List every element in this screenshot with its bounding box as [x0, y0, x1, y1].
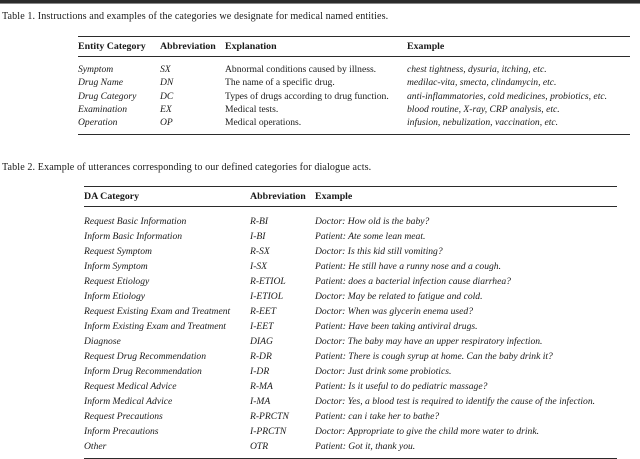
table-1-col-explanation: Explanation: [225, 37, 407, 57]
table-1-header-row: [78, 37, 630, 57]
cell-example: Doctor: Appropriate to give the child more water to drink.: [315, 426, 540, 437]
cell-explanation: Abnormal conditions caused by illness.: [225, 64, 377, 75]
cell-abbreviation: SX: [160, 64, 171, 75]
cell-category: Drug Name: [78, 77, 124, 89]
cell-category: Inform Precautions: [84, 426, 159, 437]
table-row: [84, 320, 617, 335]
table-1-grid: [78, 36, 630, 135]
cell-category: Request Medical Advice: [84, 381, 177, 392]
cell-example: medilac-vita, smecta, clindamycin, etc.: [407, 77, 557, 89]
cell-category: Request Precautions: [84, 411, 163, 422]
cell-category: Operation: [78, 117, 160, 134]
cell-example: Patient: He still have a runny nose and a cough.: [315, 261, 501, 272]
table-1: [78, 36, 630, 135]
cell-abbreviation: I-SX: [250, 261, 268, 272]
table-row: [84, 335, 617, 350]
cell-abbreviation: DN: [160, 77, 174, 89]
table-1-caption: Table 1. Instructions and examples of the categories we designate for medical named entities.: [2, 11, 389, 22]
table-row: [84, 395, 617, 410]
table-1-header: [78, 37, 630, 57]
cell-category: Inform Drug Recommendation: [84, 366, 202, 377]
cell-abbreviation: DC: [160, 90, 174, 102]
cell-abbreviation: DIAG: [250, 336, 273, 347]
cell-abbreviation: EX: [160, 103, 172, 115]
cell-category: Examination: [78, 103, 128, 115]
cell-example: chest tightness, dysuria, itching, etc.: [407, 64, 547, 75]
cell-category: Inform Existing Exam and Treatment: [84, 321, 226, 332]
cell-example: Patient: Got it, thank you.: [315, 440, 617, 459]
cell-explanation: Types of drugs according to drug function.: [225, 90, 389, 102]
table-row: [84, 290, 617, 305]
cell-example: anti-inflammatories, cold medicines, probiotics, etc.: [407, 90, 608, 102]
cell-category: Inform Symptom: [84, 261, 148, 272]
table-1-col-abbreviation: Abbreviation: [160, 37, 225, 57]
cell-category: Inform Etiology: [84, 291, 146, 302]
cell-abbreviation: OP: [160, 117, 225, 134]
cell-example: Doctor: Just drink some probiotics.: [315, 366, 452, 377]
table-1-col-example: Example: [407, 37, 630, 57]
cell-category: Request Basic Information: [84, 216, 187, 227]
table-row: [78, 77, 630, 90]
table-row: [78, 57, 630, 78]
cell-example: Patient: Have been taking antiviral drugs.: [315, 321, 478, 332]
table-row: [78, 104, 630, 117]
table-row: [78, 117, 630, 134]
cell-example: infusion, nebulization, vaccination, etc.: [407, 117, 630, 134]
cell-category: Diagnose: [84, 336, 121, 347]
cell-category: Drug Category: [78, 90, 137, 102]
cell-category: Inform Basic Information: [84, 231, 183, 242]
table-2-header-row: [84, 187, 617, 207]
cell-example: Patient: does a bacterial infection cause diarrhea?: [315, 276, 511, 287]
cell-abbreviation: R-ETIOL: [250, 276, 286, 287]
cell-abbreviation: I-DR: [250, 366, 270, 377]
cell-abbreviation: R-BI: [250, 216, 269, 227]
cell-example: blood routine, X-ray, CRP analysis, etc.: [407, 103, 560, 115]
cell-abbreviation: I-EET: [250, 321, 274, 332]
cell-example: Doctor: May be related to fatigue and cold.: [315, 291, 483, 302]
table-1-col-entity-category: Entity Category: [78, 37, 160, 57]
table-row: [84, 207, 617, 231]
cell-example: Patient: Ate some lean meat.: [315, 231, 426, 242]
table-2-col-abbreviation: Abbreviation: [250, 187, 315, 207]
table-2: [84, 186, 617, 459]
table-row: [84, 275, 617, 290]
table-row: [84, 260, 617, 275]
cell-abbreviation: R-MA: [250, 381, 273, 392]
table-row: [84, 380, 617, 395]
cell-example: Doctor: Is this kid still vomiting?: [315, 246, 443, 257]
table-row: [78, 91, 630, 104]
table-row: [84, 425, 617, 440]
table-row: [84, 305, 617, 320]
cell-abbreviation: R-SX: [250, 246, 270, 257]
table-2-header: [84, 187, 617, 207]
cell-explanation: Medical operations.: [225, 117, 407, 134]
cell-abbreviation: R-EET: [250, 306, 277, 317]
cell-category: Request Existing Exam and Treatment: [84, 306, 231, 317]
cell-example: Doctor: When was glycerin enema used?: [315, 306, 473, 317]
page-top-rule: [0, 0, 640, 4]
cell-abbreviation: OTR: [250, 440, 315, 459]
cell-example: Doctor: Yes, a blood test is required to identify the cause of the infection.: [315, 396, 596, 407]
table-row: [84, 230, 617, 245]
cell-category: Symptom: [78, 64, 114, 75]
cell-category: Request Drug Recommendation: [84, 351, 207, 362]
table-row: [84, 350, 617, 365]
table-row: [84, 245, 617, 260]
cell-abbreviation: I-PRCTN: [250, 426, 287, 437]
cell-abbreviation: R-PRCTN: [250, 411, 289, 422]
cell-category: Request Etiology: [84, 276, 150, 287]
cell-explanation: The name of a specific drug.: [225, 77, 335, 89]
cell-abbreviation: I-MA: [250, 396, 271, 407]
table-row: [84, 440, 617, 459]
cell-category: Inform Medical Advice: [84, 396, 173, 407]
table-2-grid: [84, 186, 617, 459]
cell-explanation: Medical tests.: [225, 103, 279, 115]
cell-example: Patient: can i take her to bathe?: [315, 411, 440, 422]
table-1-body: [78, 57, 630, 135]
cell-abbreviation: R-DR: [250, 351, 272, 362]
cell-category: Other: [84, 440, 250, 459]
cell-example: Doctor: The baby may have an upper respiratory infection.: [315, 336, 543, 347]
table-2-body: [84, 207, 617, 459]
table-row: [84, 410, 617, 425]
table-2-col-example: Example: [315, 187, 617, 207]
cell-example: Patient: There is cough syrup at home. Can the baby drink it?: [315, 351, 553, 362]
cell-example: Doctor: How old is the baby?: [315, 216, 430, 227]
cell-abbreviation: I-BI: [250, 231, 266, 242]
table-row: [84, 365, 617, 380]
cell-example: Patient: Is it useful to do pediatric massage?: [315, 381, 488, 392]
cell-category: Request Symptom: [84, 246, 152, 257]
cell-abbreviation: I-ETIOL: [250, 291, 284, 302]
table-2-caption: Table 2. Example of utterances corresponding to our defined categories for dialogue acts.: [2, 162, 372, 173]
table-2-col-da-category: DA Category: [84, 187, 250, 207]
